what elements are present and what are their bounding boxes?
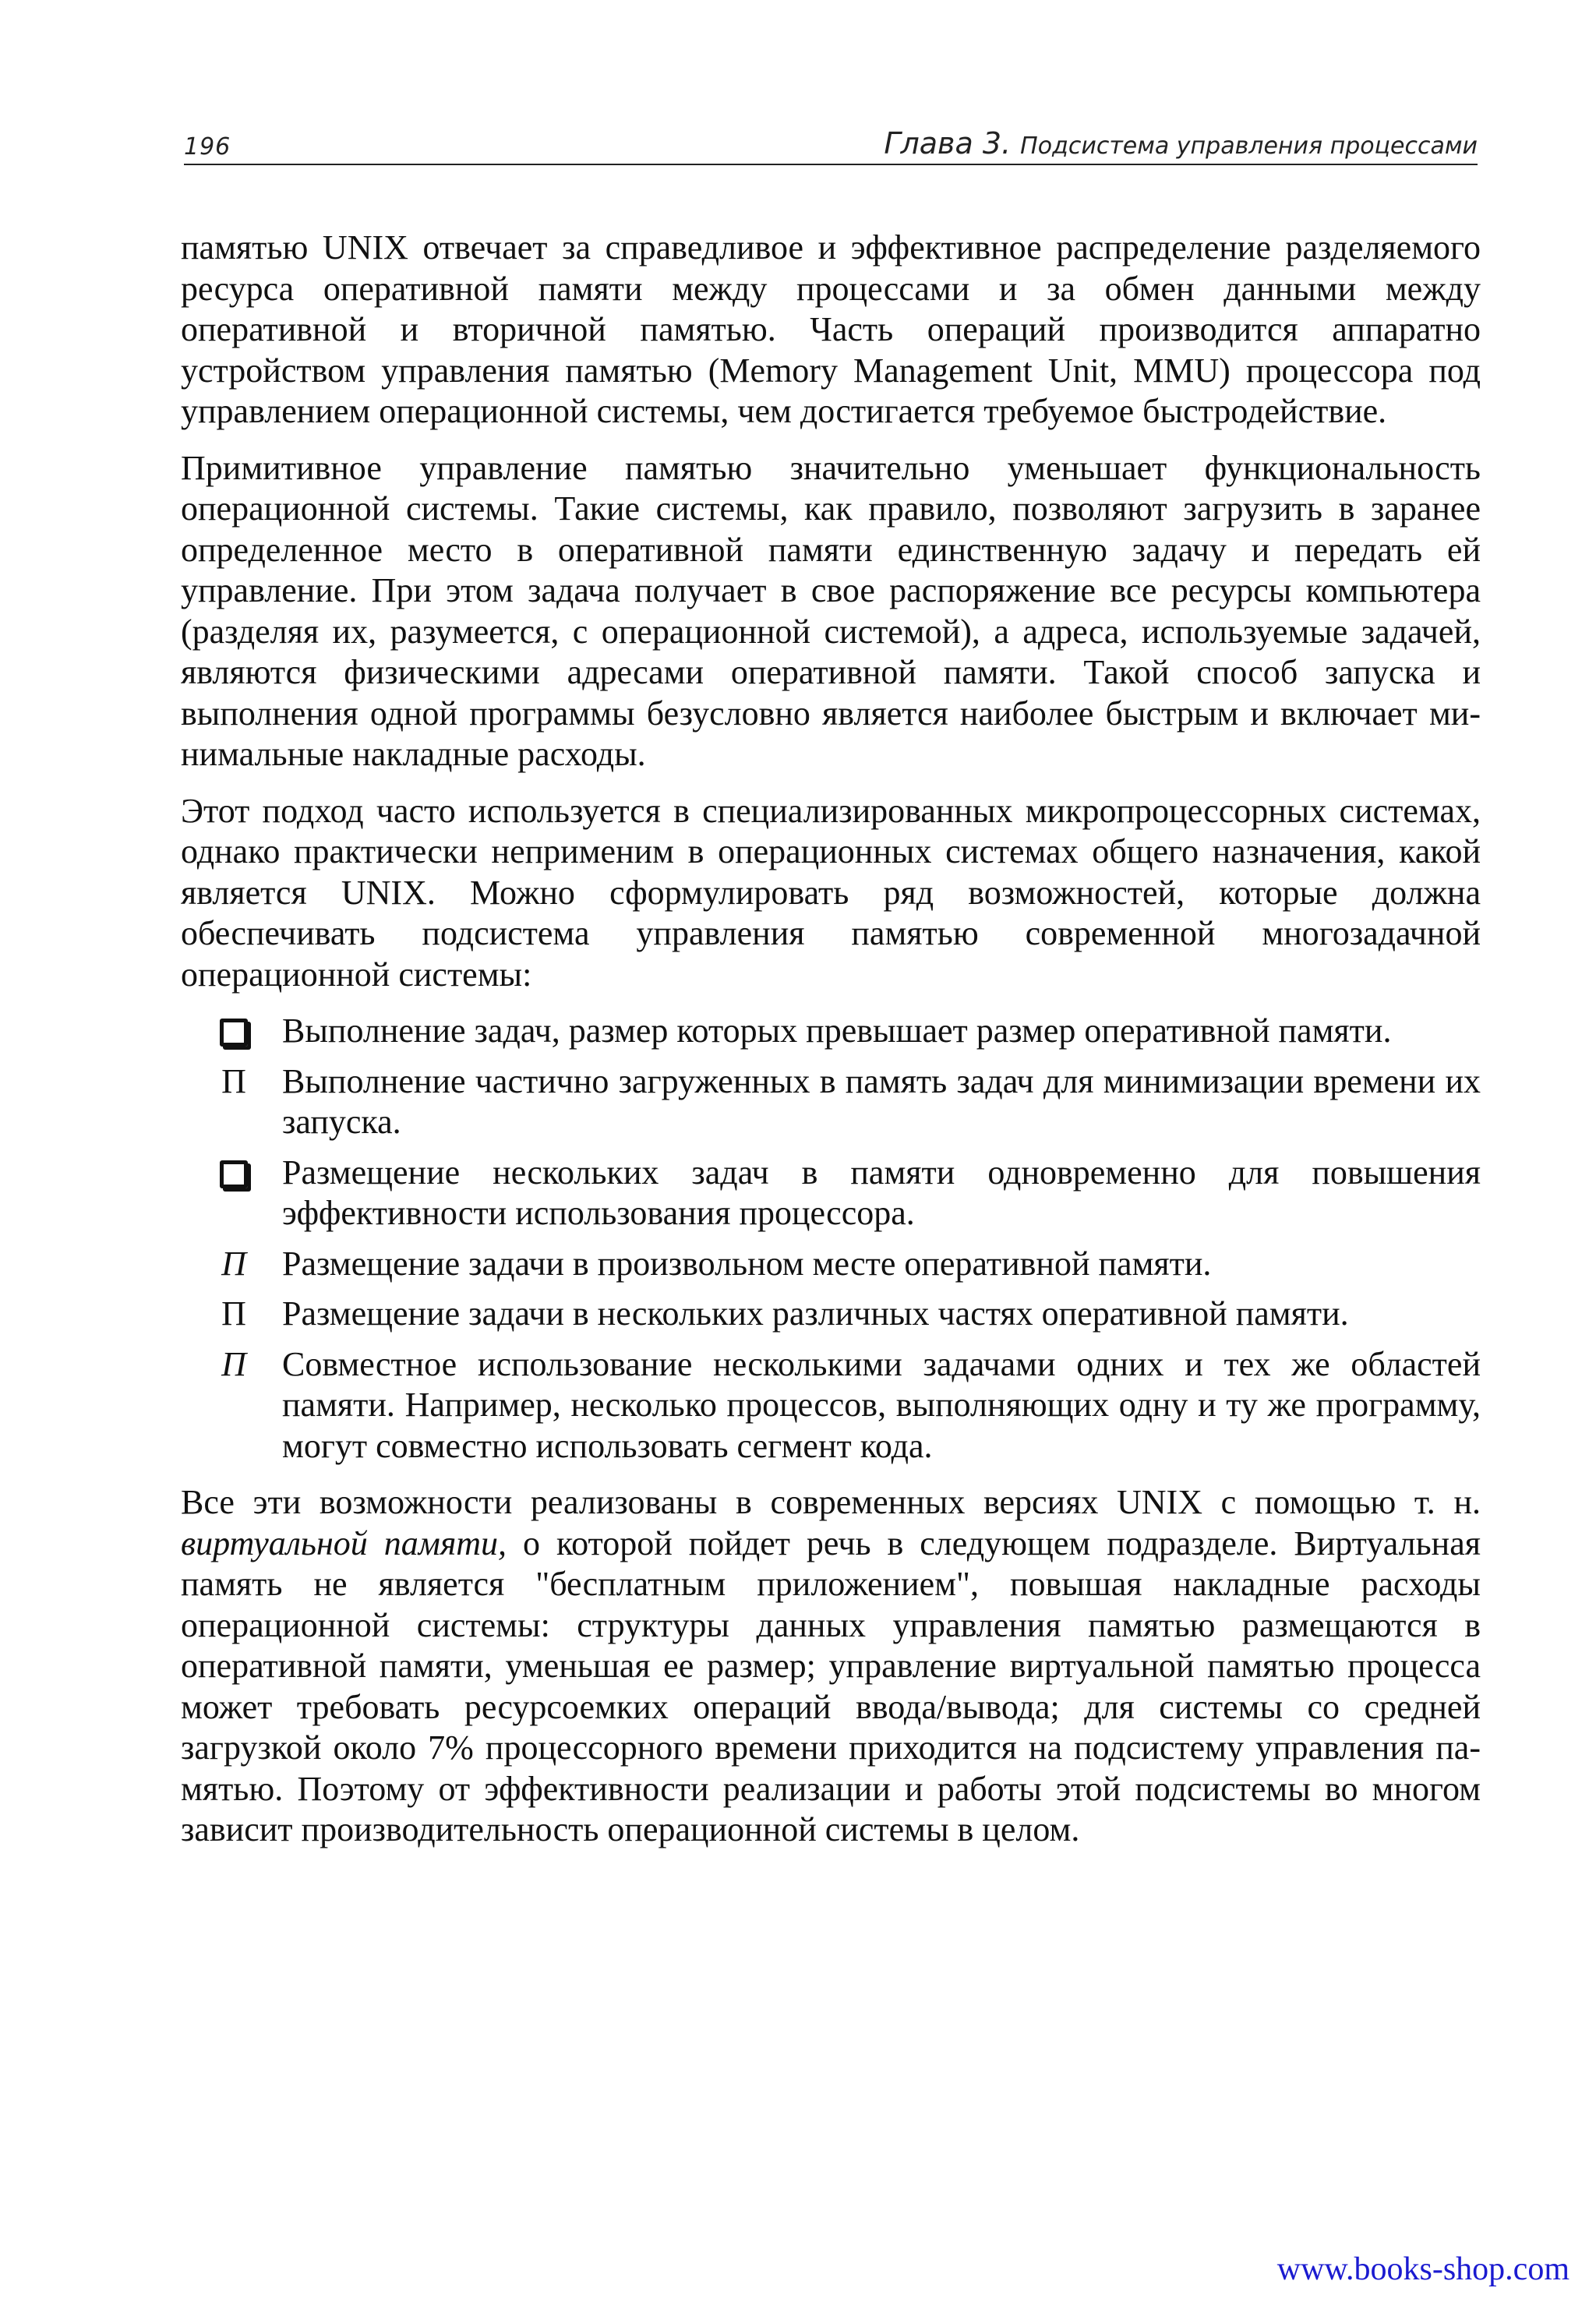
list-item-text: Размещение задачи в нескольких различных частях оперативной памяти.	[282, 1294, 1349, 1333]
checkbox-bullet-icon	[218, 1011, 249, 1057]
paragraph-4-start: Все эти возможности реализованы в современных версиях UNIX с помощью т. н.	[181, 1483, 1481, 1521]
paragraph-4-end: о которой пойдет речь в следующем подразделе. Виртуальная память не является "бесплатным приложением", повышая накладные расходы операционной системы: структуры данных управления памятью размещаются в оперативной памяти, уменьшая ее размер; управление виртуальной памятью процесса может требовать ресурсоемких операций ввода/вывода; для системы со средней загрузкой около 7% процессорного времени приходится на подсистему управления памятью. Поэтому от эффективности реализации и работы этой подсистемы во многом зависит производительность операционной системы в целом.	[181, 1523, 1481, 1848]
list-item	[181, 1244, 1481, 1285]
list-item	[181, 1011, 1481, 1052]
list-item	[181, 1344, 1481, 1467]
running-header	[184, 123, 1478, 165]
list-marker: П	[221, 1244, 246, 1283]
list-marker: П	[221, 1344, 246, 1383]
capabilities-list	[181, 1011, 1481, 1467]
paragraph-2: Примитивное управление памятью значительно уменьшает функциональность операционной системы. Такие системы, как правило, позволяют загрузить в заранее определенное место в оперативной памяти единственную задачу и передать ей управление. При этом задача получает в свое распоряжение все ресурсы компьютера (разделяя их, разумеется, с операционной системой), а адреса, используемые задачей, являются физическими адресами оперативной памяти. Такой способ запуска и выполнения одной программы безусловно является наиболее быстрым и включает минимальные накладные расходы.	[181, 448, 1481, 773]
paragraph-4	[181, 1482, 1481, 1851]
list-item-text: Размещение задачи в произвольном месте оперативной памяти.	[282, 1244, 1212, 1283]
list-item-text: Размещение нескольких задач в памяти одновременно для повышения эффективности использования процессора.	[282, 1153, 1481, 1232]
page-number: 196	[184, 133, 231, 161]
paragraph-1: памятью UNIX отвечает за справедливое и эффективное распределение разделяемого ресурса оперативной памяти между процессами и за обмен данными между оперативной и вторичной памятью. Часть операций производится аппаратно устройством управления памятью (Memory Management Unit, MMU) процессора под управлением операционной системы, чем достигается требуемое быстродействие.	[181, 228, 1481, 430]
list-item	[181, 1153, 1481, 1234]
list-item	[181, 1061, 1481, 1143]
paragraph-3: Этот подход часто используется в специализированных микропроцессорных системах, однако практически неприменим в операционных системах общего назначения, какой является UNIX. Можно сформулировать ряд возможностей, которые должна обеспечивать подсистема управления памятью современной многозадачной операционной системы:	[181, 791, 1481, 994]
virtual-memory-term: виртуальной памяти,	[181, 1523, 507, 1562]
books-shop-link[interactable]: www.books-shop.com	[1276, 2251, 1570, 2287]
page-body	[181, 228, 1481, 1866]
list-marker: П	[221, 1294, 246, 1333]
chapter-label: Глава 3.	[884, 126, 1012, 161]
checkbox-bullet-icon	[218, 1153, 249, 1199]
list-item-text: Совместное использование несколькими задачами одних и тех же областей памяти. Например, несколько процессов, выполняющих одну и ту же программу, могут совместно использовать сегмент кода.	[282, 1344, 1481, 1465]
chapter-title: Подсистема управления процессами	[1020, 132, 1478, 160]
chapter-running-head	[884, 126, 1478, 161]
list-marker: П	[221, 1061, 246, 1100]
list-item	[181, 1294, 1481, 1335]
list-item-text: Выполнение частично загруженных в память задач для минимизации времени их запуска.	[282, 1061, 1481, 1141]
list-item-text: Выполнение задач, размер которых превышает размер оперативной памяти.	[282, 1012, 1392, 1050]
